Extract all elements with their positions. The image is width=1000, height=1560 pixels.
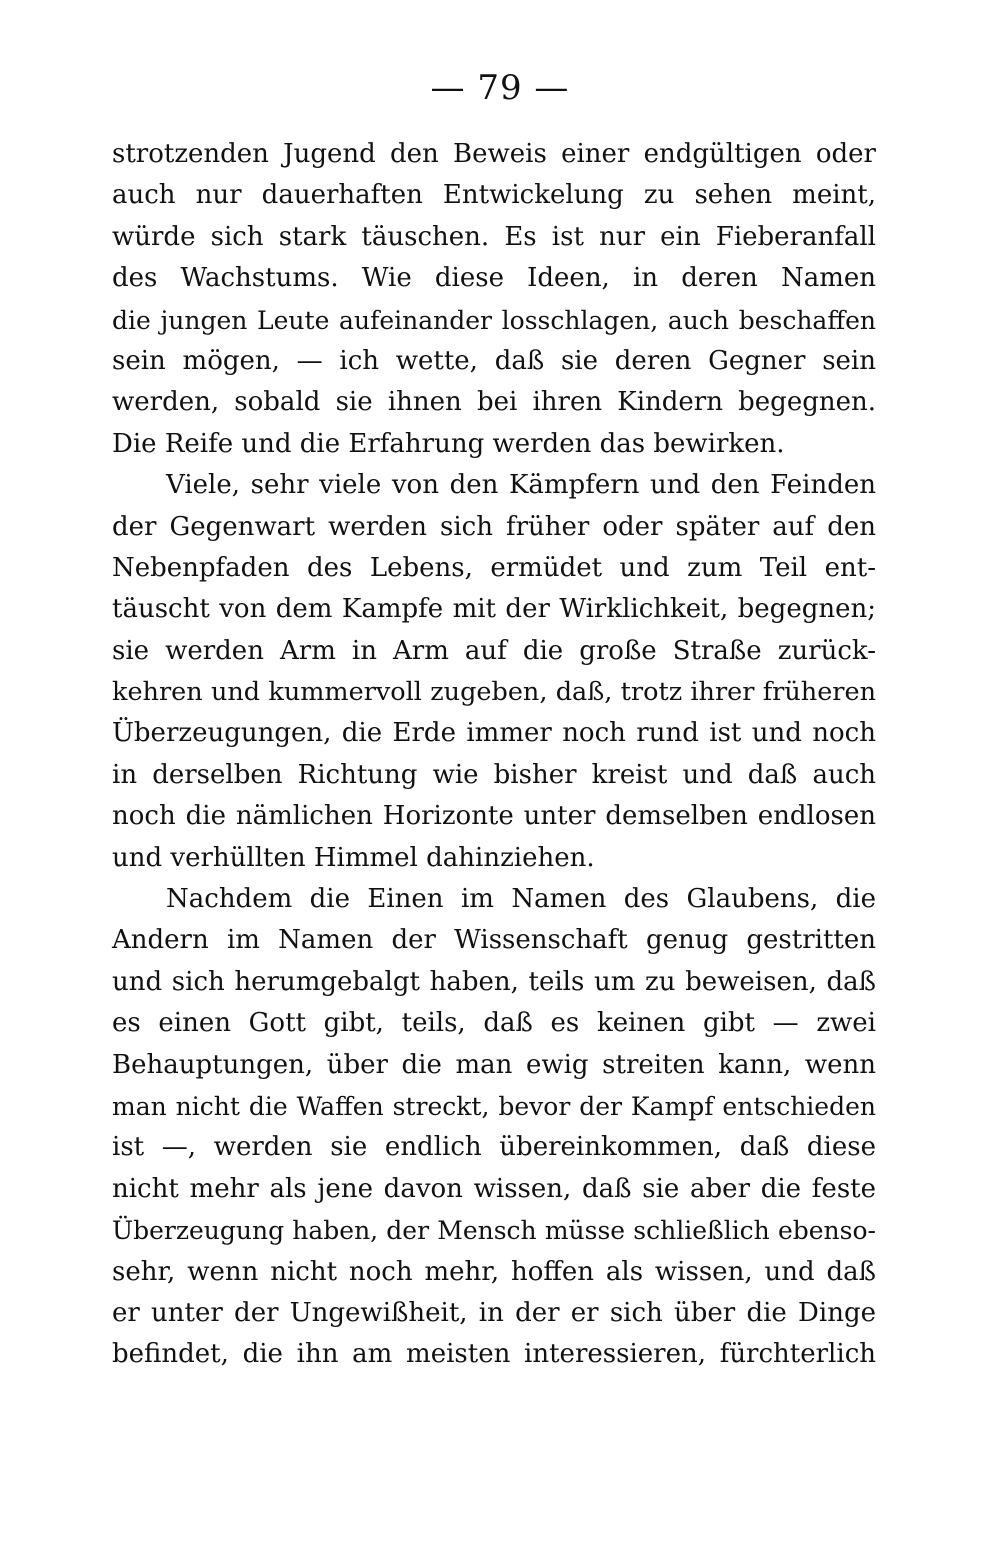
text-line: nicht mehr als jene davon wissen, daß sie aber die feste xyxy=(112,1173,876,1204)
text-line: Die Reife und die Erfahrung werden das bewirken. xyxy=(112,428,785,459)
text-line: und verhüllten Himmel dahinziehen. xyxy=(112,842,595,873)
text-line: ist —, werden sie endlich übereinkommen, daß diese xyxy=(112,1132,876,1163)
body-text xyxy=(112,134,876,1376)
text-line: in derselben Richtung wie bisher kreist und daß auch xyxy=(112,759,876,790)
text-line: Behauptungen, über die man ewig streiten kann, wenn xyxy=(112,1049,876,1080)
text-line: auch nur dauerhaften Entwickelung zu sehen meint, xyxy=(112,180,876,211)
text-line: es einen Gott gibt, teils, daß es keinen gibt — zwei xyxy=(112,1008,876,1039)
text-line: würde sich stark täuschen. Es ist nur ein Fieberanfall xyxy=(112,221,876,252)
text-line: des Wachstums. Wie diese Ideen, in deren Namen xyxy=(112,263,876,294)
text-line: werden, sobald sie ihnen bei ihren Kindern begegnen. xyxy=(112,387,876,418)
text-line: Nebenpfaden des Lebens, ermüdet und zum Teil ent- xyxy=(112,552,876,583)
text-line: der Gegenwart werden sich früher oder später auf den xyxy=(112,511,876,542)
text-line: täuscht von dem Kampfe mit der Wirklichkeit, begegnen; xyxy=(112,594,876,625)
text-line: Überzeugungen, die Erde immer noch rund ist und noch xyxy=(112,718,876,749)
text-line: noch die nämlichen Horizonte unter demselben endlosen xyxy=(112,801,876,832)
text-line: befindet, die ihn am meisten interessieren, fürchterlich xyxy=(112,1339,876,1370)
text-line: sein mögen, — ich wette, daß sie deren Gegner sein xyxy=(112,345,876,376)
text-line: die jungen Leute aufeinander losschlagen, auch beschaffen xyxy=(112,305,876,335)
text-line: Andern im Namen der Wissenschaft genug gestritten xyxy=(112,925,876,956)
text-line: kehren und kummervoll zugeben, daß, trotz ihrer früheren xyxy=(112,677,876,708)
paragraph-first-line: Viele, sehr viele von den Kämpfern und den Feinden xyxy=(166,470,876,501)
text-line: sehr, wenn nicht noch mehr, hoffen als wissen, und daß xyxy=(112,1256,876,1287)
text-line: er unter der Ungewißheit, in der er sich über die Dinge xyxy=(112,1297,876,1328)
text-line: und sich herumgebalgt haben, teils um zu beweisen, daß xyxy=(112,966,876,997)
text-line: Überzeugung haben, der Mensch müsse schließlich ebenso- xyxy=(112,1216,876,1246)
text-line: strotzenden Jugend den Beweis einer endgültigen oder xyxy=(112,139,876,169)
text-line: sie werden Arm in Arm auf die große Straße zurück- xyxy=(112,635,876,666)
paragraph-first-line: Nachdem die Einen im Namen des Glaubens, die xyxy=(166,884,876,915)
text-line: man nicht die Waffen streckt, bevor der Kampf entschieden xyxy=(112,1091,876,1121)
page-number: — 79 — xyxy=(430,68,570,108)
